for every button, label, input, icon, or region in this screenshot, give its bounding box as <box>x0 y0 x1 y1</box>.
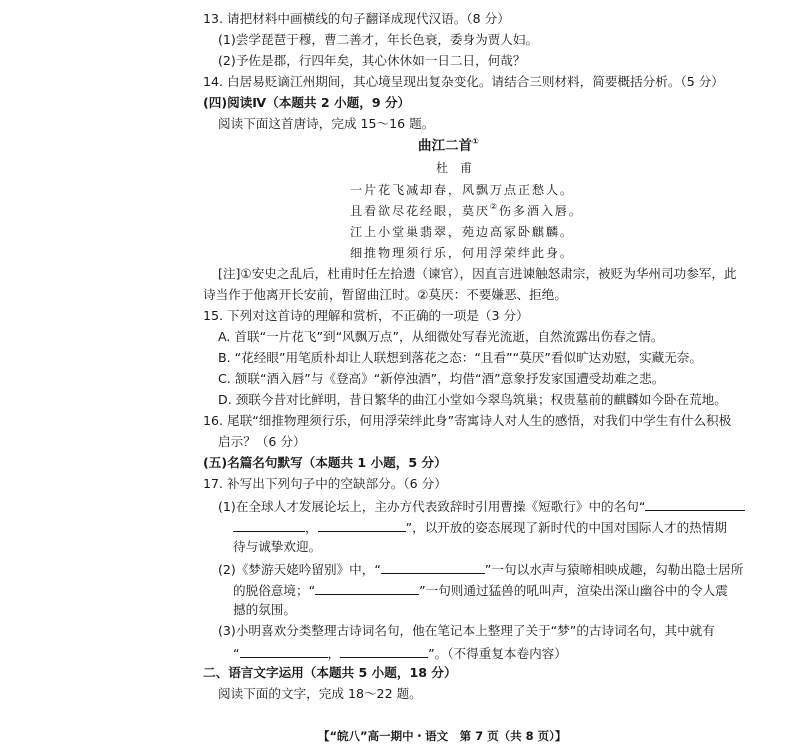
poem-line-2: 且看欲尽花经眼，莫厌②伤多酒入唇。 <box>350 202 583 218</box>
q15-option-d: D. 颈联今昔对比鲜明，昔日繁华的曲江小堂如今翠鸟筑巢；权贵墓前的麒麟如今卧在荒地。 <box>218 392 727 407</box>
section-5-heading: (五)名篇名句默写（本题共 1 小题，5 分） <box>203 455 447 470</box>
answer-blank[interactable] <box>318 520 406 532</box>
q13-sentence-1: (1)尝学琵琶于穆，曹二善才，年长色衰，委身为贾人妇。 <box>218 32 539 47</box>
footnote-mark: ① <box>472 137 479 146</box>
answer-blank[interactable] <box>645 499 745 511</box>
q17-item-1-line-3: 待与诚挚欢迎。 <box>233 539 322 554</box>
q17-item-3-line-2: “ ， ”。（不得重复本卷内容） <box>233 646 567 661</box>
poem-line-3: 江上小堂巢翡翠，苑边高冢卧麒麟。 <box>350 225 574 239</box>
q13-stem: 13. 请把材料中画横线的句子翻译成现代汉语。（8 分） <box>203 11 510 26</box>
q17-item-1-line-2: ， ”，以开放的姿态展现了新时代的中国对国际人才的热情期 <box>233 520 727 535</box>
q17-item-3-line-1: (3)小明喜欢分类整理古诗词名句，他在笔记本上整理了关于“梦”的古诗词名句，其中就有 <box>218 623 715 638</box>
q17-item-2-line-2: 的脱俗意境；“ ”一句则通过猛兽的吼叫声，渲染出深山幽谷中的令人震 <box>233 583 728 598</box>
q15-option-c: C. 颔联“酒入唇”与《登高》“新停浊酒”，均借“酒”意象抒发家国遭受劫难之悲。 <box>218 371 665 386</box>
answer-blank[interactable] <box>315 583 419 595</box>
q15-stem: 15. 下列对这首诗的理解和赏析，不正确的一项是（3 分） <box>203 308 529 323</box>
section-4-intro: 阅读下面这首唐诗，完成 15～16 题。 <box>218 116 435 131</box>
q17-item-2-line-3: 撼的氛围。 <box>233 602 296 617</box>
q16-stem-line-2: 启示？（6 分） <box>218 434 306 449</box>
q14-stem: 14. 白居易贬谪江州期间，其心境呈现出复杂变化。请结合三则材料，简要概括分析。（5 分） <box>203 74 724 89</box>
q15-option-b: B. “花经眼”用笔质朴却让人联想到落花之态：“且看”“莫厌”看似旷达劝慰，实藏无奈。 <box>218 350 702 365</box>
q17-stem: 17. 补写出下列句子中的空缺部分。（6 分） <box>203 476 447 491</box>
poem-note-line-2: 诗当作于他离开长安前，暂留曲江时。②莫厌：不要嫌恶、拒绝。 <box>203 287 567 302</box>
poem-line-1: 一片花飞减却春，风飘万点正愁人。 <box>350 183 574 197</box>
poem-title: 曲江二首① <box>418 137 479 154</box>
q17-item-1-line-1: (1)在全球人才发展论坛上，主办方代表致辞时引用曹操《短歌行》中的名句“ <box>218 499 745 514</box>
answer-blank[interactable] <box>233 520 305 532</box>
q13-sentence-2: (2)予佐是郡，行四年矣，其心休休如一日二日，何哉？ <box>218 53 526 68</box>
answer-blank[interactable] <box>340 646 428 658</box>
q15-option-a: A. 首联“一片花飞”到“风飘万点”，从细微处写春光流逝，自然流露出伤春之情。 <box>218 329 664 344</box>
answer-blank[interactable] <box>381 562 485 574</box>
part-2-intro: 阅读下面的文字，完成 18～22 题。 <box>218 686 422 701</box>
poem-line-4: 细推物理须行乐，何用浮荣绊此身。 <box>350 246 574 260</box>
poem-note-line-1: [注]①安史之乱后，杜甫时任左拾遗（谏官），因直言进谏触怒肃宗，被贬为华州司功参军，此 <box>218 266 737 281</box>
section-4-heading: (四)阅读Ⅳ（本题共 2 小题，9 分） <box>203 95 411 110</box>
part-2-heading: 二、语言文字运用（本题共 5 小题，18 分） <box>203 665 457 680</box>
q16-stem-line-1: 16. 尾联“细推物理须行乐，何用浮荣绊此身”寄寓诗人对人生的感悟，对我们中学生有什么积极 <box>203 413 732 428</box>
q17-item-2-line-1: (2)《梦游天姥吟留别》中，“ ”一句以水声与猿啼相映成趣，勾勒出隐士居所 <box>218 562 744 577</box>
footnote-mark: ② <box>489 202 499 211</box>
answer-blank[interactable] <box>240 646 328 658</box>
page-footer: 【“皖八”高一期中・语文 第 7 页（共 8 页）】 <box>318 729 567 743</box>
poem-author: 杜 甫 <box>436 161 473 175</box>
